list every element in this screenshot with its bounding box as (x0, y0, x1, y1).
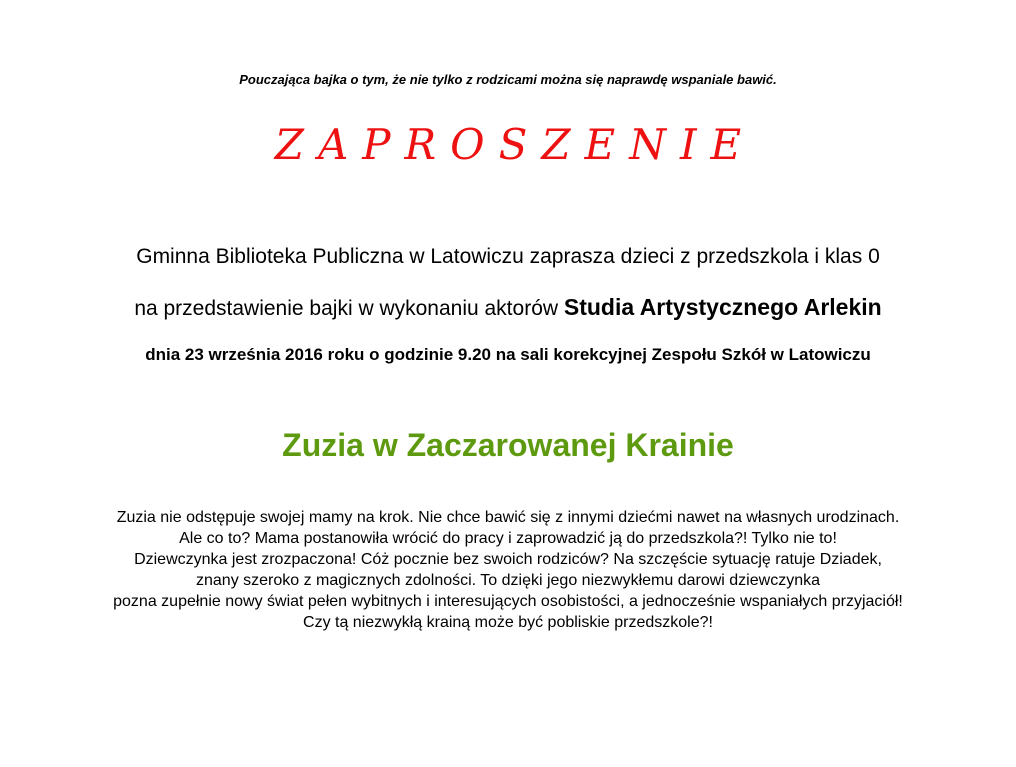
show-description (0, 507, 1016, 633)
description-line: pozna zupełnie nowy świat pełen wybitnych i interesujących osobistości, a jednocześnie wspaniałych przyjaciół! (113, 593, 903, 610)
theatre-name: Studia Artystycznego Arlekin (563, 294, 882, 320)
description-line: znany szeroko z magicznych zdolności. To dzięki jego niezwykłemu darowi dziewczynka (196, 572, 820, 589)
date-location-line: dnia 23 września 2016 roku o godzinie 9.20 na sali korekcyjnej Zespołu Szkół w Latowiczu (145, 345, 871, 364)
description-line: Dziewczynka jest zrozpaczona! Cóż pocznie bez swoich rodziców? Na szczęście sytuację ratuje Dziadek, (134, 551, 882, 568)
show-title: Zuzia w Zaczarowanej Krainie (282, 427, 734, 463)
description-line: Zuzia nie odstępuje swojej mamy na krok. Nie chce bawić się z innymi dziećmi nawet na własnych urodzinach. (116, 509, 900, 526)
organizer-line: Gminna Biblioteka Publiczna w Latowiczu zaprasza dzieci z przedszkola i klas 0 (136, 245, 880, 268)
tagline: Pouczająca bajka o tym, że nie tylko z rodzicami można się naprawdę wspaniale bawić. (239, 72, 777, 87)
performance-line-prefix: na przedstawienie bajki w wykonaniu aktorów (134, 297, 564, 320)
description-line: Ale co to? Mama postanowiła wrócić do pracy i zaprowadzić ją do przedszkola?! Tylko nie to! (179, 530, 837, 547)
description-line: Czy tą niezwykłą krainą może być pobliskie przedszkole?! (303, 614, 713, 631)
performance-line (0, 293, 1016, 323)
invitation-title: ZAPROSZENIE (274, 120, 756, 169)
